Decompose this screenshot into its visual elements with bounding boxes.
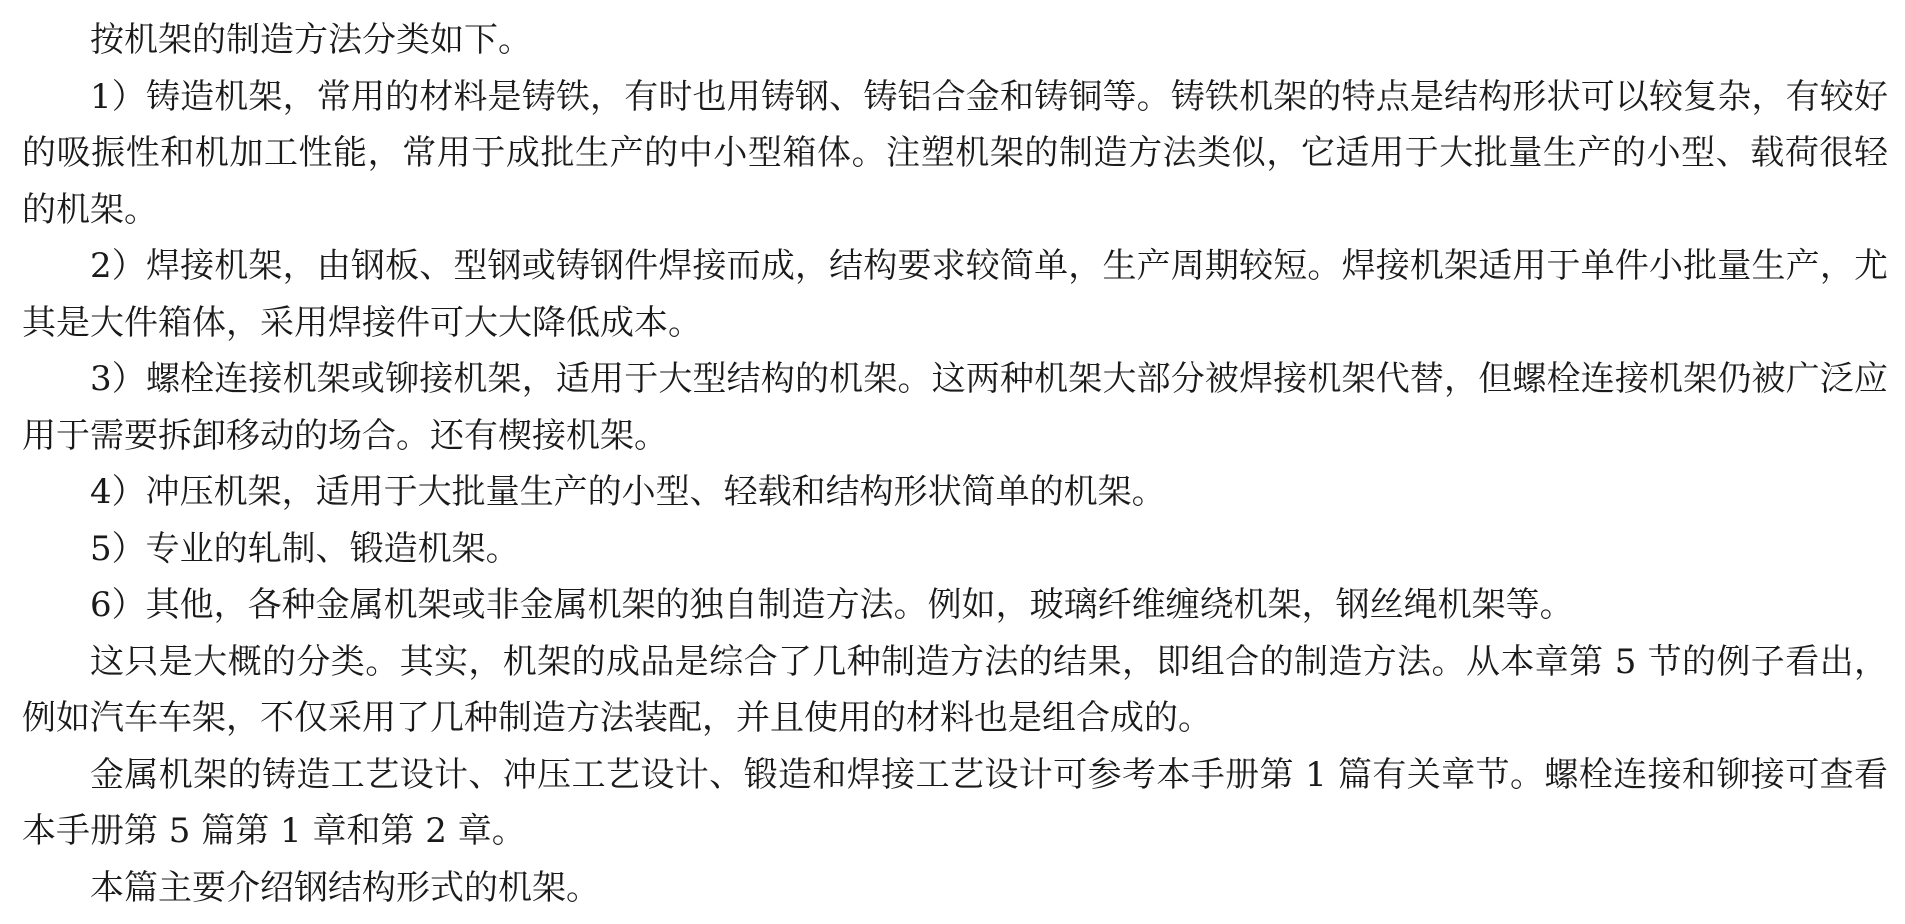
paragraph-intro: 按机架的制造方法分类如下。 [90,20,532,60]
paragraph-casting-frame: 1）铸造机架，常用的材料是铸铁，有时也用铸钢、铸铝合金和铸铜等。铸铁机架的特点是结构形状可以较复杂，有较好的吸振性和机加工性能，常用于成批生产的中小型箱体。注塑机架的制造方法类似，它适用于大批量生产的小型、载荷很轻的机架。 [22,76,1888,230]
paragraph-stamped-frame: 4）冲压机架，适用于大批量生产的小型、轻载和结构形状简单的机架。 [90,472,1166,512]
paragraph-bolted-riveted-frame: 3）螺栓连接机架或铆接机架，适用于大型结构的机架。这两种机架大部分被焊接机架代替，但螺栓连接机架仍被广泛应用于需要拆卸移动的场合。还有楔接机架。 [22,359,1888,456]
paragraph-scope: 本篇主要介绍钢结构形式的机架。 [90,867,600,908]
paragraph-rolled-forged-frame: 5）专业的轧制、锻造机架。 [90,528,520,569]
paragraph-references: 金属机架的铸造工艺设计、冲压工艺设计、锻造和焊接工艺设计可参考本手册第 1 篇有关章节。螺栓连接和铆接可查看本手册第 5 篇第 1 章和第 2 章。 [22,754,1888,851]
paragraph-classification-note: 这只是大概的分类。其实，机架的成品是综合了几种制造方法的结果，即组合的制造方法。从本章第 5 节的例子看出，例如汽车车架，不仅采用了几种制造方法装配，并且使用的材料也是组合成的。 [22,641,1888,738]
paragraph-other-frames: 6）其他，各种金属机架或非金属机架的独自制造方法。例如，玻璃纤维缠绕机架，钢丝绳机架等。 [90,585,1574,625]
paragraph-welded-frame: 2）焊接机架，由钢板、型钢或铸钢件焊接而成，结构要求较简单，生产周期较短。焊接机架适用于单件小批量生产，尤其是大件箱体，采用焊接件可大大降低成本。 [22,246,1888,343]
